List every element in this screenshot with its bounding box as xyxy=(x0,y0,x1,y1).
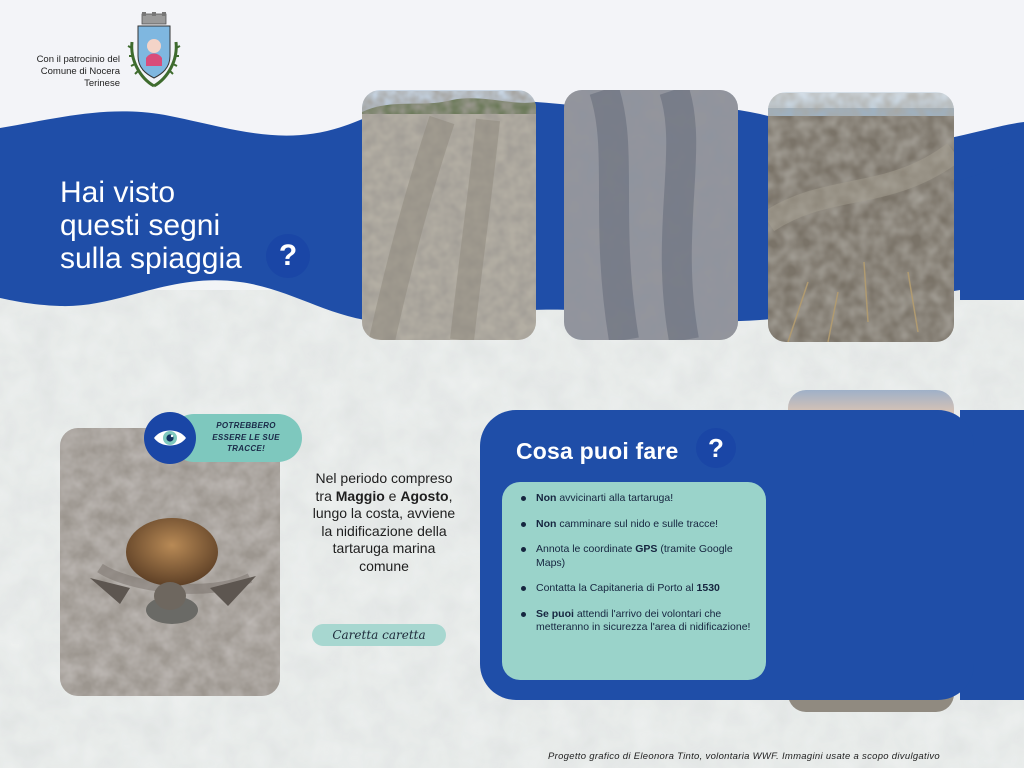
question-mark-badge: ? xyxy=(696,428,736,468)
action-text: Contatta la Capitaneria di Porto al xyxy=(536,582,697,594)
actions-list xyxy=(518,492,756,635)
action-text: attendi l'arrivo dei volontari che metteranno in sicurezza l'area di nidificazione! xyxy=(536,607,751,633)
action-bold: Non xyxy=(536,517,557,530)
patronage-line: Terinese xyxy=(84,78,120,89)
tracks-callout-text xyxy=(196,420,296,455)
patronage-line: Con il patrocinio del xyxy=(36,54,120,65)
patronage-caption xyxy=(14,54,120,90)
credits-footer: Progetto grafico di Eleonora Tinto, volontaria WWF. Immagini usate a scopo divulgativo xyxy=(548,751,940,762)
nesting-info xyxy=(306,470,462,575)
photo-turtle-tracks-2 xyxy=(564,90,738,340)
action-bold: Non xyxy=(536,492,557,504)
photo-turtle-tracks-1 xyxy=(362,90,536,340)
action-text: (tramite Google Maps) xyxy=(536,543,733,569)
title-line: Hai visto xyxy=(60,176,176,209)
actions-list-box xyxy=(502,482,766,680)
info-text: Nel periodo compreso tra xyxy=(315,470,453,504)
patronage-line: Comune di Nocera xyxy=(40,66,120,77)
month-august: Agosto xyxy=(400,487,449,504)
action-item xyxy=(518,582,756,596)
photo-loggerhead-turtle xyxy=(60,428,280,696)
action-item xyxy=(518,543,756,570)
phone-number: 1530 xyxy=(696,582,720,594)
action-item xyxy=(518,518,756,532)
actions-title: Cosa puoi fare xyxy=(516,438,679,464)
action-text: Annota le coordinate xyxy=(536,543,636,555)
callout-line: TRACCE! xyxy=(226,444,266,453)
info-text: , lungo la costa, avviene la nidificazione della tartaruga marina comune xyxy=(312,487,456,574)
action-bold: Se puoi xyxy=(536,607,574,620)
title-line: sulla spiaggia xyxy=(60,242,242,275)
action-text: avvicinarti alla tartaruga! xyxy=(556,492,674,504)
eye-icon xyxy=(144,412,196,464)
title-line: questi segni xyxy=(60,209,221,242)
callout-line: ESSERE LE SUE xyxy=(212,432,280,442)
municipal-crest-icon xyxy=(126,12,182,90)
species-label: Caretta caretta xyxy=(312,624,446,646)
photo-beach-nest xyxy=(768,92,954,342)
action-text: camminare sul nido e sulle tracce! xyxy=(556,517,719,530)
info-text: e xyxy=(384,487,401,504)
action-item xyxy=(518,608,756,635)
month-may: Maggio xyxy=(335,487,385,504)
question-mark-badge: ? xyxy=(266,234,310,278)
action-item xyxy=(518,492,756,506)
action-bold: GPS xyxy=(635,543,658,555)
callout-line: POTREBBERO xyxy=(216,421,276,430)
